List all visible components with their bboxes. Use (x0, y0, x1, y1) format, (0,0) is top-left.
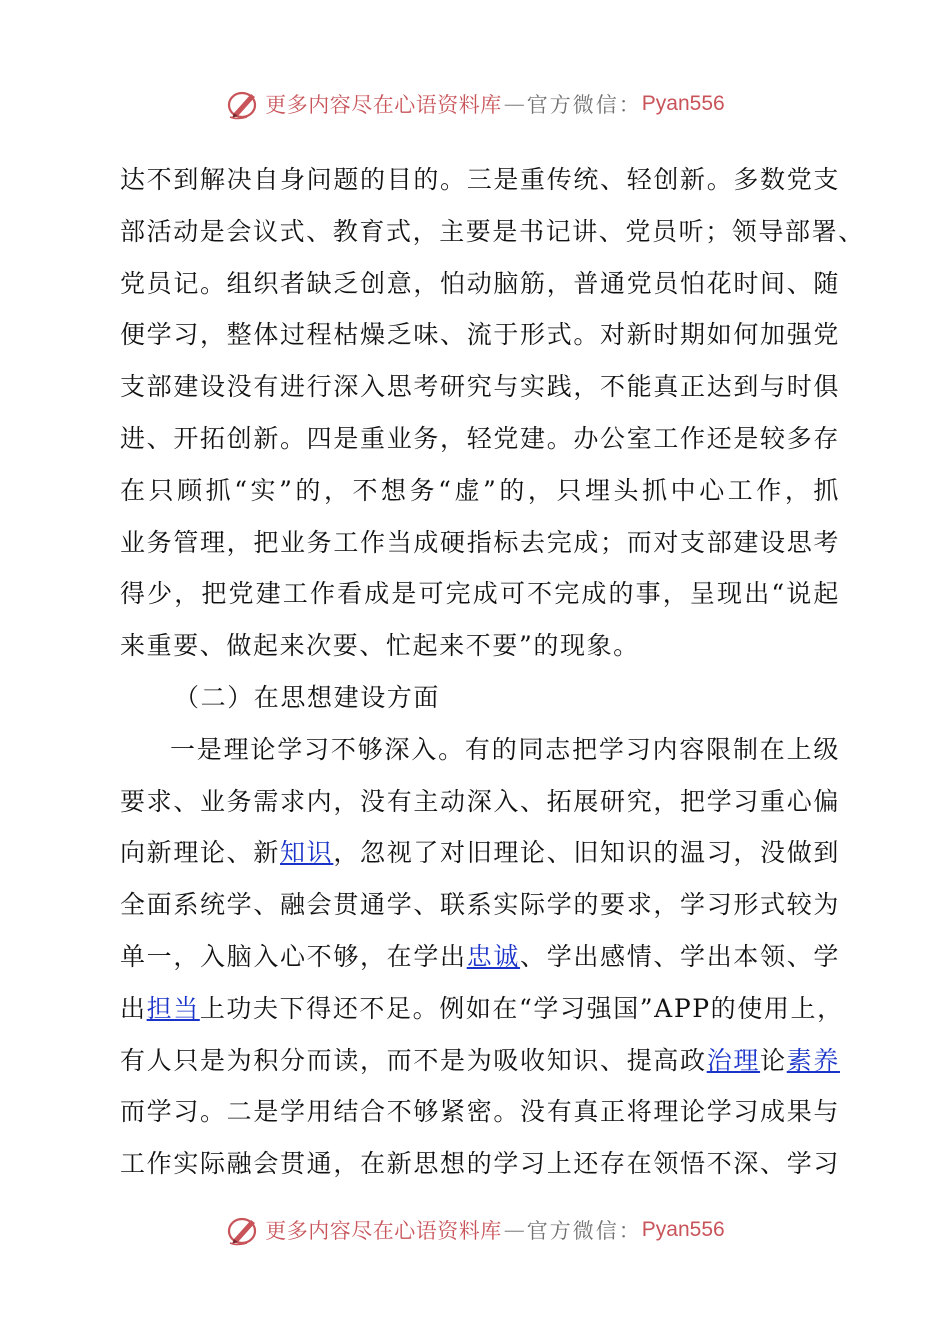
text-run: 、学出感情、学出本领、学 (520, 941, 841, 971)
banner-site-text: 更多内容尽在心语资料库 (265, 1219, 502, 1243)
text-run: 上功夫下得还不足。例如在“学习强国”APP的使用上， (199, 993, 844, 1023)
text-run: 单一，入脑入心不够，在学出 (120, 941, 467, 971)
text-line (120, 983, 844, 1035)
text-line: 进、开拓创新。四是重业务，轻党建。办公室工作还是较多存 (120, 423, 840, 453)
text-line: 业务管理，把业务工作当成硬指标去完成；而对支部建设思考 (120, 527, 840, 557)
text-line: 工作实际融会贯通，在新思想的学习上还存在领悟不深、学习 (120, 1149, 840, 1179)
text-line: 要求、业务需求内，没有主动深入、拓展研究，把学习重心偏 (120, 786, 840, 816)
text-line (120, 931, 840, 983)
banner-dash: — (503, 1218, 525, 1242)
pen-logo-icon (225, 1213, 261, 1247)
text-line: 党员记。组织者缺乏创意，怕动脑筋，普通党员怕花时间、随 (120, 268, 840, 298)
header-banner (0, 84, 950, 124)
text-run: ，忽视了对旧理论、旧知识的温习，没做到 (333, 838, 840, 868)
banner-site-text: 更多内容尽在心语资料库 (265, 93, 502, 117)
banner-dash: — (503, 92, 525, 116)
text-line: 全面系统学、融会贯通学、联系实际学的要求，学习形式较为 (120, 890, 840, 920)
pen-logo-icon (225, 87, 261, 121)
footer-banner (0, 1210, 950, 1250)
banner-wechat-label: 官方微信： (526, 1219, 642, 1243)
banner-wechat-label: 官方微信： (526, 93, 642, 117)
banner-wechat-id: Pyan556 (641, 92, 725, 115)
text-line: 部活动是会议式、教育式，主要是书记讲、党员听；领导部署、 (120, 216, 865, 246)
text-run: 论 (760, 1045, 787, 1075)
body-text (120, 154, 865, 1190)
text-run: 向新理论、新 (120, 838, 281, 868)
text-line: 来重要、做起来次要、忙起来不要”的现象。 (120, 631, 640, 661)
text-line: 达不到解决自身问题的目的。三是重传统、轻创新。多数党支 (120, 165, 840, 194)
text-run: 出 (120, 993, 147, 1023)
text-line: 得少，把党建工作看成是可完成可不完成的事，呈现出“说起 (120, 579, 840, 609)
banner-wechat-id: Pyan556 (641, 1218, 725, 1241)
link-zhili[interactable]: 治理 (706, 1045, 761, 1075)
link-suyang[interactable]: 素养 (786, 1045, 841, 1075)
link-zhishi[interactable]: 知识 (280, 838, 334, 868)
text-line: 在只顾抓“实”的，不想务“虚”的，只埋头抓中心工作，抓 (120, 475, 840, 505)
link-zhongcheng[interactable]: 忠诚 (466, 941, 521, 971)
section-heading: （二）在思想建设方面 (174, 682, 441, 712)
text-line (120, 827, 840, 879)
text-line: 支部建设没有进行深入思考研究与实践，不能真正达到与时俱 (120, 372, 840, 402)
text-line: 而学习。二是学用结合不够紧密。没有真正将理论学习成果与 (120, 1097, 840, 1127)
text-line: 一是理论学习不够深入。有的同志把学习内容限制在上级 (170, 734, 840, 764)
text-line (120, 1035, 840, 1087)
text-line: 便学习，整体过程枯燥乏味、流于形式。对新时期如何加强党 (120, 320, 840, 350)
link-dandang[interactable]: 担当 (146, 993, 200, 1023)
text-run: 有人只是为积分而读，而不是为吸收知识、提高政 (120, 1045, 707, 1075)
